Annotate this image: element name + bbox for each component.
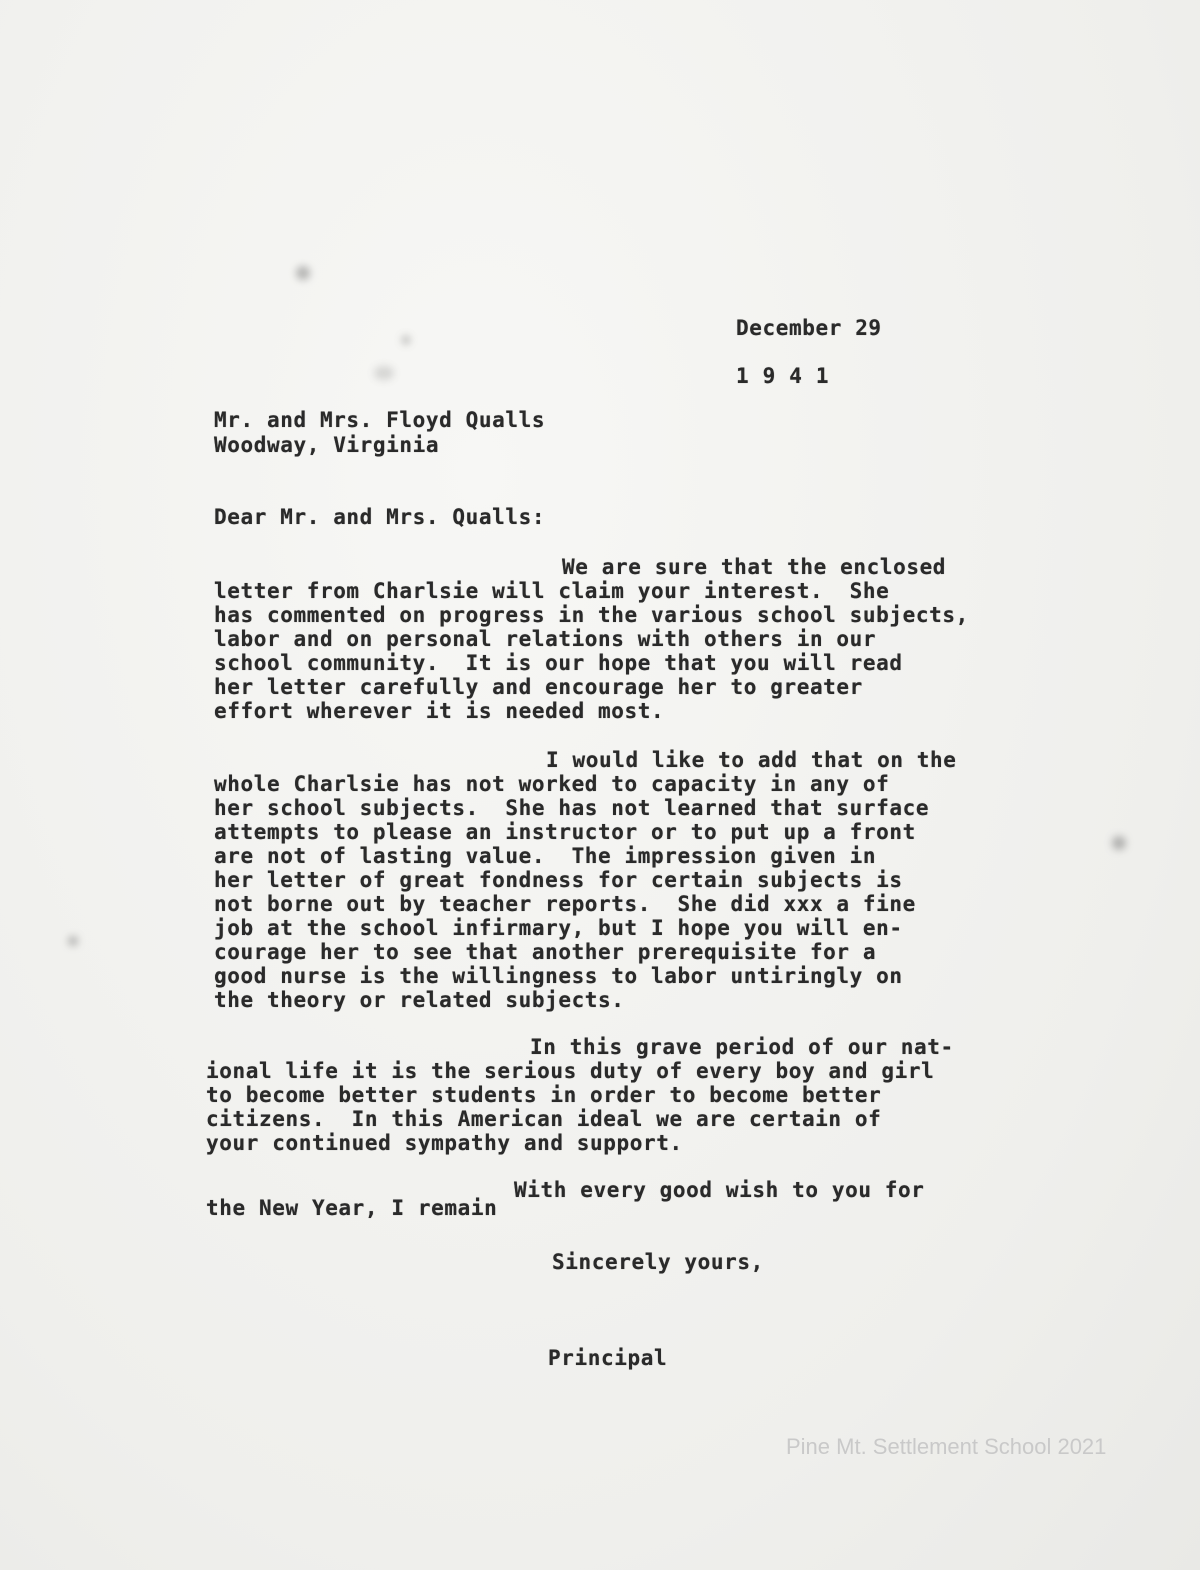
paragraph-line: not borne out by teacher reports. She did xxx a fine (214, 892, 916, 916)
date-year: 1941 (736, 364, 843, 388)
paragraph-line: With every good wish to you for (514, 1178, 925, 1202)
signature-title: Principal (548, 1346, 668, 1370)
address-line-2: Woodway, Virginia (214, 433, 440, 457)
paragraph-line: ional life it is the serious duty of every boy and girl (206, 1059, 935, 1083)
paragraph-line: the New Year, I remain (206, 1196, 498, 1220)
paragraph-line: effort wherever it is needed most. (214, 699, 665, 723)
paragraph-line: attempts to please an instructor or to put up a front (214, 820, 916, 844)
paragraph-line: good nurse is the willingness to labor untiringly on (214, 964, 903, 988)
paragraph-line: school community. It is our hope that you will read (214, 651, 903, 675)
paragraph-line: are not of lasting value. The impression given in (214, 844, 877, 868)
paragraph-line: citizens. In this American ideal we are certain of (206, 1107, 882, 1131)
paragraph-line: your continued sympathy and support. (206, 1131, 683, 1155)
watermark: Pine Mt. Settlement School 2021 (786, 1434, 1107, 1459)
date-month-day: December 29 (736, 316, 882, 340)
paragraph-line: In this grave period of our nat- (530, 1035, 954, 1059)
closing: Sincerely yours, (552, 1250, 764, 1274)
paragraph-line: courage her to see that another prerequisite for a (214, 940, 877, 964)
paragraph-line: labor and on personal relations with others in our (214, 627, 877, 651)
paragraph-line: We are sure that the enclosed (562, 555, 947, 579)
salutation: Dear Mr. and Mrs. Qualls: (214, 505, 546, 529)
address-line-1: Mr. and Mrs. Floyd Qualls (214, 408, 546, 432)
paragraph-line: has commented on progress in the various school subjects, (214, 603, 969, 627)
paragraph-line: her letter of great fondness for certain subjects is (214, 868, 903, 892)
paragraph-line: job at the school infirmary, but I hope you will en- (214, 916, 903, 940)
paragraph-line: the theory or related subjects. (214, 988, 625, 1012)
paragraph-line: to become better students in order to become better (206, 1083, 882, 1107)
paragraph-line: her school subjects. She has not learned that surface (214, 796, 930, 820)
paragraph-line: whole Charlsie has not worked to capacity in any of (214, 772, 890, 796)
paragraph-line: I would like to add that on the (546, 748, 957, 772)
paragraph-line: letter from Charlsie will claim your interest. She (214, 579, 890, 603)
paragraph-line: her letter carefully and encourage her to greater (214, 675, 863, 699)
